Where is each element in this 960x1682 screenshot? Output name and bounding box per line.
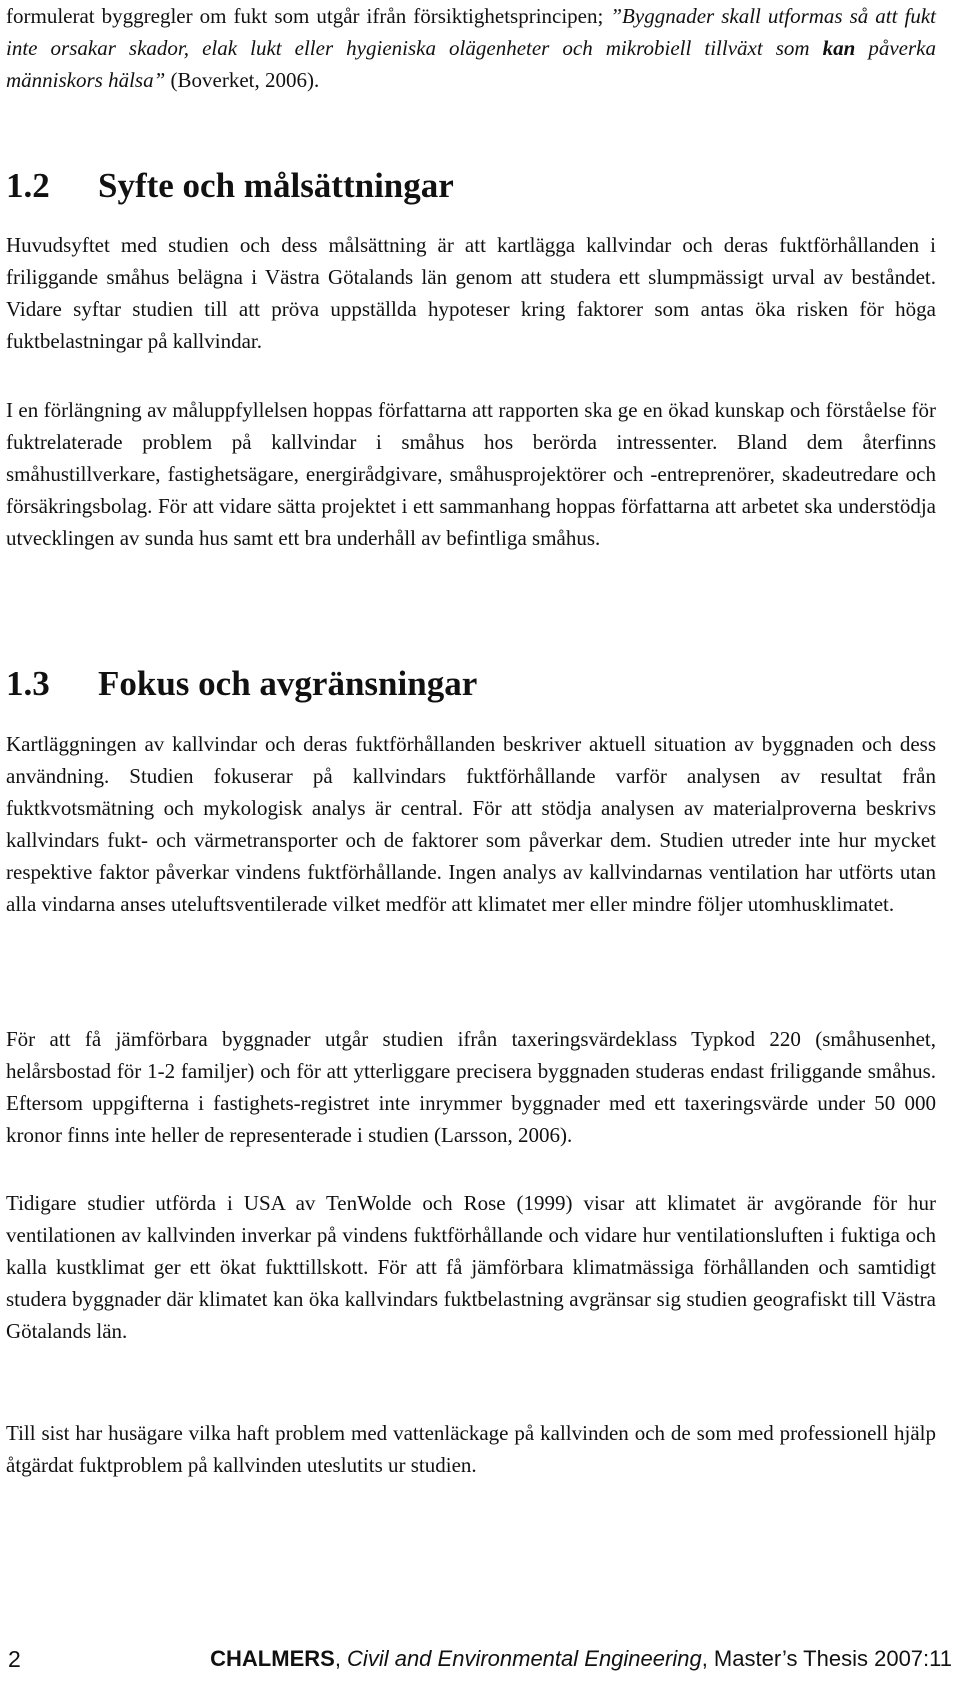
paragraph-syfte-2: I en förlängning av måluppfyllelsen hoppas författarna att rapporten ska ge en ökad kunskap och förståelse för fuktrelaterade problem på kallvindar i småhus hos berörda intressenter. Bland dem återfinns småhustillverkare, fastighetsägare, energirådgivare, småhusprojektörer och -entreprenörer, skadeutredare och försäkringsbolag. För att vidare sätta projektet i ett sammanhang hoppas författarna att arbetet ska understödja utvecklingen av sunda hus samt ett bra underhåll av befintliga småhus. (6, 398, 936, 550)
intro-citation: (Boverket, 2006). (165, 68, 320, 92)
section-title: Syfte och målsättningar (98, 166, 454, 205)
footer-publication: CHALMERS, Civil and Environmental Engineering, Master’s Thesis 2007:11 (210, 1646, 952, 1671)
section-heading-1-3 (6, 664, 477, 704)
paragraph-fokus-4: Till sist har husägare vilka haft problem med vattenläckage på kallvinden och de som med professionell hjälp åtgärdat fuktproblem på kallvinden uteslutits ur studien. (6, 1421, 936, 1477)
paragraph-fokus-2: För att få jämförbara byggnader utgår studien ifrån taxeringsvärdeklass Typkod 220 (småhusenhet, helårsbostad för 1-2 familjer) och för att ytterliggare precisera byggnaden studeras endast friliggande småhus. Eftersom uppgifterna i fastighets-registret inte inrymmer byggnader med ett taxeringsvärde under 50 000 kronor finns inte heller de representerade i studien (Larsson, 2006). (6, 1027, 936, 1147)
footer-department: Civil and Environmental Engineering (347, 1646, 702, 1671)
section-number: 1.3 (6, 664, 50, 703)
paragraph-fokus-1: Kartläggningen av kallvindar och deras fuktförhållanden beskriver aktuell situation av byggnaden och dess användning. Studien fokuserar på kallvindars fuktförhållande varför analysen av resultat från fuktkvotsmätning och mykologisk analys är central. För att stödja analysen av materialproverna beskrivs kallvindars fukt- och värmetransporter och de faktorer som påverkar dem. Studien utreder inte hur mycket respektive faktor påverkar vindens fuktförhållande. Ingen analys av kallvindarnas ventilation har utförts utan alla vindarna anses uteluftsventilerade vilket medför att klimatet mer eller mindre följer utomhusklimatet. (6, 732, 936, 916)
section-heading-1-2 (6, 166, 454, 206)
paragraph-syfte-1: Huvudsyftet med studien och dess målsättning är att kartlägga kallvindar och deras fuktförhållanden i friliggande småhus belägna i Västra Götalands län genom att studera ett slumpmässigt urval av beståndet. Vidare syftar studien till att pröva uppställda hypoteser kring faktorer som antas öka risken för höga fuktbelastningar på kallvindar. (6, 233, 936, 353)
intro-paragraph (6, 0, 936, 96)
page-number: 2 (8, 1646, 21, 1672)
paragraph-fokus-3: Tidigare studier utförda i USA av TenWolde och Rose (1999) visar att klimatet är avgörande för hur ventilationen av kallvinden inverkar på vindens fuktförhållande och vidare hur ventilationsluften i fuktiga och kalla kustklimat ger ett ökat fukttillskott. För att få jämförbara klimatmässiga förhållanden och samtidigt studera byggnader där klimatet kan öka kallvindars fuktbelastning avgränsar sig studien geografiskt till Västra Götalands län. (6, 1191, 936, 1343)
section-title: Fokus och avgränsningar (98, 664, 478, 703)
intro-quote-b: påverka människors hälsa” (6, 36, 937, 92)
footer-organization: CHALMERS (210, 1646, 335, 1671)
intro-lead: formulerat byggregler om fukt som utgår ifrån försiktighetsprincipen; (6, 4, 611, 28)
intro-quote-a: ”Byggnader skall utformas så att fukt inte orsakar skador, elak lukt eller hygieniska olägenheter och mikrobiell tillväxt som (6, 4, 936, 60)
page-footer (0, 1640, 960, 1680)
footer-report: , Master’s Thesis 2007:11 (701, 1646, 952, 1671)
intro-quote-bold: kan (822, 36, 856, 60)
section-number: 1.2 (6, 166, 50, 205)
